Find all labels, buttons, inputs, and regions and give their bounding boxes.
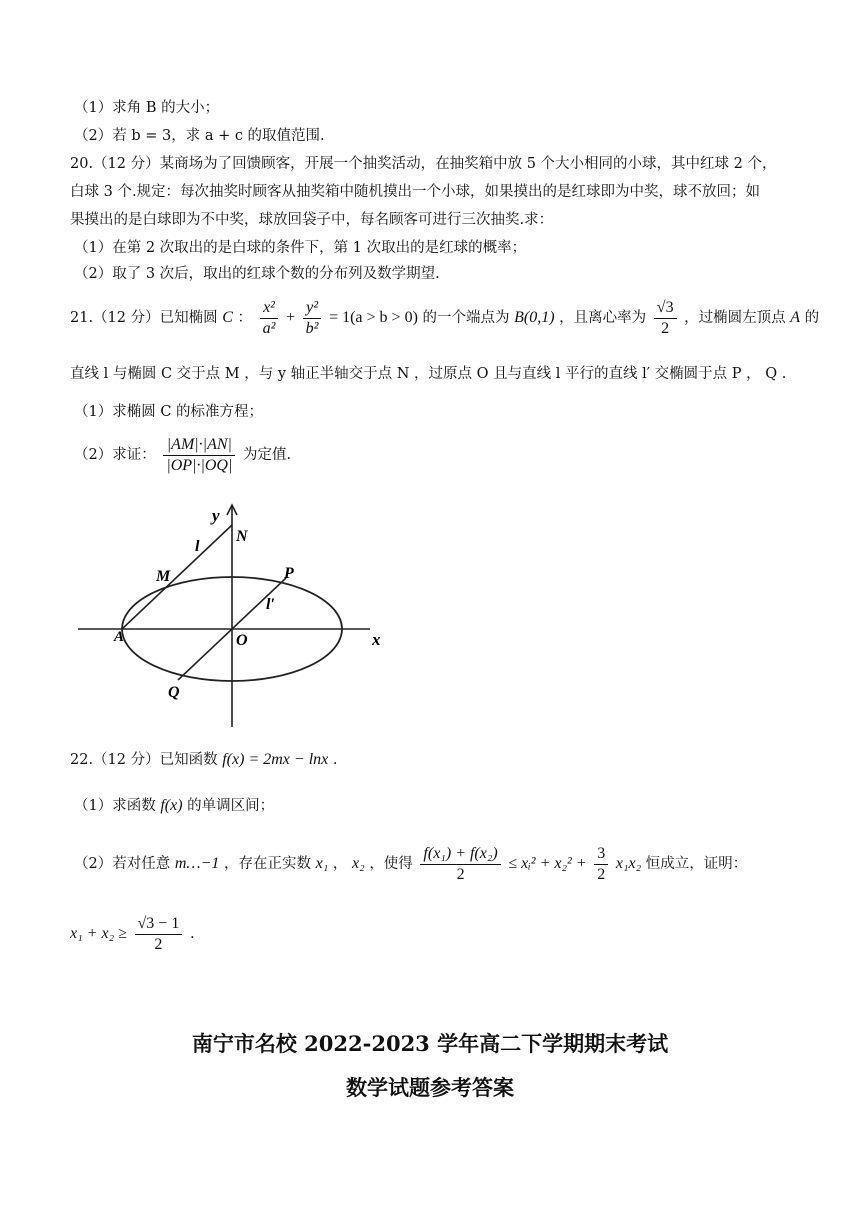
q22-conclusion [70, 912, 195, 956]
q21-mid4: 的 [804, 310, 820, 326]
ellipse-x-term [260, 299, 279, 338]
q22-part2-mid: ，存在正实数 [224, 856, 312, 872]
ellipse-x-den: a² [262, 319, 276, 337]
q22-x2: x₂ [352, 855, 365, 872]
q21-curve-name: C [222, 309, 233, 326]
label-l: l [195, 538, 200, 555]
answer-subtitle: 数学试题参考答案 [346, 1075, 514, 1100]
q22-concl-den: 2 [154, 935, 163, 953]
q19-part2: （2）若 b = 3，求 a + c 的取值范围. [74, 128, 325, 144]
q21-stem-line1 [70, 296, 819, 340]
q21-part2-prefix: （2）求证： [74, 447, 156, 463]
q22-end: . [332, 752, 338, 768]
q22-coef-den: 2 [597, 865, 606, 883]
q20-stem-line1: 20.（12 分）某商场为了回馈顾客，开展一个抽奖活动，在抽奖箱中放 5 个大小相同的小球，其中红球 2 个， [70, 156, 777, 172]
q21-part1: （1）求椭圆 C 的标准方程； [74, 404, 264, 420]
q21-part2-suffix: 为定值. [242, 447, 292, 463]
label-a: A [114, 629, 125, 645]
q22-concl-num: √3 − 1 [135, 915, 183, 935]
q21-mid1: 的一个端点为 [422, 310, 510, 326]
label-y: y [212, 506, 220, 525]
q20-part2: （2）取了 3 次后，取出的红球个数的分布列及数学期望. [74, 266, 440, 282]
ellipse-y-term [303, 299, 322, 338]
q22-ineq-rhs2: x₁x₂ [615, 855, 642, 872]
q22-part1-func: f(x) [160, 797, 183, 814]
q22-ineq-num: f(x₁) + f(x₂) [420, 845, 500, 865]
ratio-den: |OP|·|OQ| [166, 456, 233, 474]
ellipse-y-den: b² [305, 319, 319, 337]
q19-part1: （1）求角 B 的大小； [74, 100, 220, 116]
label-n: N [236, 528, 248, 545]
q21-point-a: A [790, 309, 801, 326]
q22-ineq-den: 2 [456, 865, 465, 883]
q22-coef-num: 3 [594, 845, 608, 865]
q22-part2-mid2: ，使得 [369, 856, 413, 872]
q20-stem-line3: 果摸出的是白球即为不中奖，球放回袋子中，每名顾客可进行三次抽奖.求： [70, 212, 554, 228]
label-x: x [372, 630, 381, 649]
ellipse-y-num: y² [303, 299, 322, 319]
q22-part1-prefix: （1）求函数 [74, 798, 156, 814]
q22-part2-prefix: （2）若对任意 [74, 856, 171, 872]
q22-concl-end: . [189, 926, 195, 942]
q21-prefix: 21.（12 分）已知椭圆 [70, 310, 218, 326]
q22-part1-suffix: 的单调区间； [187, 798, 275, 814]
q22-concl-lhs: x₁ + x₂ ≥ [70, 925, 127, 942]
q21-stem-line2: 直线 l 与椭圆 C 交于点 M ，与 y 轴正半轴交于点 N ，过原点 O 且与直线 l 平行的直线 l′ 交椭圆于点 P ， Q . [70, 366, 787, 382]
q22-prefix: 22.（12 分）已知函数 [70, 752, 218, 768]
q22-condition: m…−1 [174, 855, 220, 872]
q21-part2 [74, 432, 291, 478]
q21-point-b: B(0,1) [514, 309, 555, 326]
eccentricity-fraction [654, 299, 677, 338]
q22-concl-fraction [135, 915, 183, 954]
q22-part2 [74, 842, 747, 886]
eccentricity-den: 2 [661, 319, 670, 337]
q20-stem-line2: 白球 3 个.规定：每次抽奖时顾客从抽奖箱中随机摸出一个小球，如果摸出的是红球即为中奖，球不放回；如 [70, 184, 761, 200]
q22-coef-fraction [594, 845, 608, 884]
ellipse-plus: + [286, 309, 296, 326]
q21-mid2: ，且离心率为 [559, 310, 647, 326]
q22-part1 [74, 796, 274, 816]
ellipse-x-num: x² [260, 299, 279, 319]
q22-x1: x₁ [315, 855, 329, 872]
q22-stem [70, 750, 337, 770]
label-o: O [236, 632, 248, 649]
q21-colon: ： [237, 310, 253, 326]
ellipse-figure [70, 495, 400, 735]
ellipse-eq-rest: = 1(a > b > 0) [329, 309, 418, 326]
q22-function: f(x) = 2mx − lnx [222, 751, 329, 768]
ratio-num: |AM|·|AN| [163, 436, 235, 456]
q21-mid3: ，过椭圆左顶点 [684, 310, 786, 326]
q22-ineq-fraction [420, 845, 500, 884]
q22-sep: ， [332, 856, 348, 872]
label-m: M [156, 568, 171, 585]
eccentricity-num: √3 [654, 299, 677, 319]
q20-part1: （1）在第 2 次取出的是白球的条件下，第 1 次取出的是红球的概率； [74, 240, 527, 256]
label-p: P [284, 565, 294, 582]
label-q: Q [168, 684, 180, 701]
q22-part2-suffix: 恒成立，证明： [645, 856, 748, 872]
answer-title: 南宁市名校 2022-2023 学年高二下学期期末考试 [191, 1031, 669, 1056]
label-l-prime: l′ [266, 596, 275, 613]
q22-ineq-rhs1: ≤ xᵢ² + x₂² + [508, 855, 587, 872]
ratio-fraction [163, 436, 235, 475]
